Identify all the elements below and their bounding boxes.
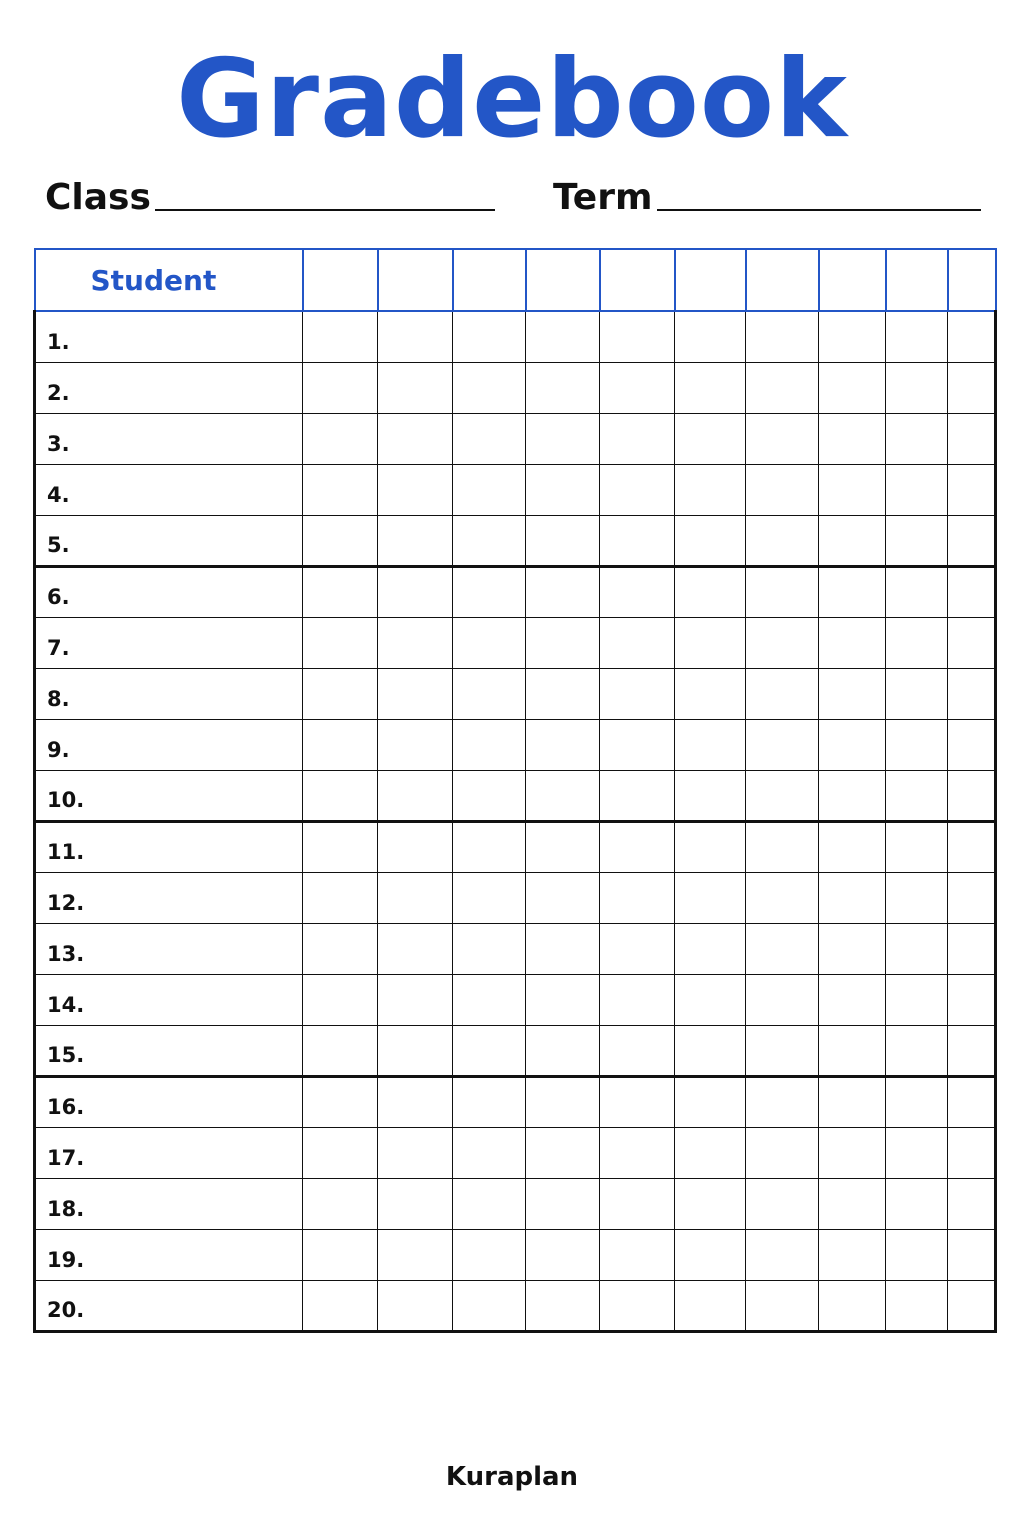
grade-cell[interactable] <box>526 770 600 821</box>
grade-cell[interactable] <box>886 1076 948 1127</box>
grade-cell[interactable] <box>378 566 453 617</box>
grade-cell[interactable] <box>303 1280 378 1331</box>
grade-cell[interactable] <box>746 1178 819 1229</box>
student-name-cell[interactable]: 5. <box>35 515 303 566</box>
grade-cell[interactable] <box>886 872 948 923</box>
grade-cell[interactable] <box>819 1076 886 1127</box>
grade-cell[interactable] <box>303 974 378 1025</box>
grade-cell[interactable] <box>378 770 453 821</box>
table-row <box>35 668 996 719</box>
table-row <box>35 923 996 974</box>
grade-cell[interactable] <box>819 617 886 668</box>
grade-cell[interactable] <box>675 311 746 362</box>
grade-cell[interactable] <box>886 1178 948 1229</box>
grade-cell[interactable] <box>948 1178 996 1229</box>
grade-column-header[interactable] <box>526 249 600 311</box>
grade-cell[interactable] <box>675 923 746 974</box>
grade-cell[interactable] <box>303 362 378 413</box>
header-row <box>35 249 996 311</box>
grade-cell[interactable] <box>303 821 378 872</box>
grade-cell[interactable] <box>746 821 819 872</box>
grade-cell[interactable] <box>948 923 996 974</box>
student-name-cell[interactable]: 10. <box>35 770 303 821</box>
grade-cell[interactable] <box>303 1178 378 1229</box>
table-row <box>35 719 996 770</box>
grade-cell[interactable] <box>819 413 886 464</box>
grade-cell[interactable] <box>948 413 996 464</box>
grade-cell[interactable] <box>453 515 526 566</box>
table-row <box>35 1229 996 1280</box>
grade-cell[interactable] <box>378 413 453 464</box>
grade-cell[interactable] <box>303 719 378 770</box>
grade-cell[interactable] <box>600 311 675 362</box>
grade-cell[interactable] <box>303 1229 378 1280</box>
grade-cell[interactable] <box>303 872 378 923</box>
grade-cell[interactable] <box>675 1229 746 1280</box>
student-name-cell[interactable]: 17. <box>35 1127 303 1178</box>
student-name-cell[interactable]: 2. <box>35 362 303 413</box>
grade-cell[interactable] <box>675 974 746 1025</box>
grade-cell[interactable] <box>600 1229 675 1280</box>
grade-cell[interactable] <box>453 1229 526 1280</box>
table-row <box>35 770 996 821</box>
grade-cell[interactable] <box>600 668 675 719</box>
grade-cell[interactable] <box>378 464 453 515</box>
grade-cell[interactable] <box>886 311 948 362</box>
grade-cell[interactable] <box>453 770 526 821</box>
grade-cell[interactable] <box>746 923 819 974</box>
grade-cell[interactable] <box>675 515 746 566</box>
grade-cell[interactable] <box>303 515 378 566</box>
grade-cell[interactable] <box>600 413 675 464</box>
grade-cell[interactable] <box>948 515 996 566</box>
grade-cell[interactable] <box>378 923 453 974</box>
grade-cell[interactable] <box>526 413 600 464</box>
grade-cell[interactable] <box>526 1229 600 1280</box>
grade-cell[interactable] <box>746 668 819 719</box>
grade-cell[interactable] <box>378 1178 453 1229</box>
grade-cell[interactable] <box>746 617 819 668</box>
grade-cell[interactable] <box>819 668 886 719</box>
grade-cell[interactable] <box>600 1127 675 1178</box>
grade-cell[interactable] <box>600 515 675 566</box>
grade-cell[interactable] <box>453 311 526 362</box>
grade-cell[interactable] <box>746 1025 819 1076</box>
grade-cell[interactable] <box>948 566 996 617</box>
grade-cell[interactable] <box>453 974 526 1025</box>
grade-cell[interactable] <box>303 668 378 719</box>
grade-cell[interactable] <box>746 464 819 515</box>
grade-column-header[interactable] <box>378 249 453 311</box>
grade-cell[interactable] <box>453 617 526 668</box>
grade-cell[interactable] <box>600 923 675 974</box>
grade-cell[interactable] <box>453 668 526 719</box>
grade-cell[interactable] <box>819 1280 886 1331</box>
grade-cell[interactable] <box>746 413 819 464</box>
grade-cell[interactable] <box>675 1025 746 1076</box>
table-row <box>35 1178 996 1229</box>
table-row <box>35 1127 996 1178</box>
grade-cell[interactable] <box>819 821 886 872</box>
grade-cell[interactable] <box>526 311 600 362</box>
table-row <box>35 566 996 617</box>
grade-cell[interactable] <box>600 464 675 515</box>
grade-cell[interactable] <box>675 362 746 413</box>
student-name-cell[interactable]: 9. <box>35 719 303 770</box>
grade-cell[interactable] <box>526 668 600 719</box>
grade-cell[interactable] <box>886 1280 948 1331</box>
grade-cell[interactable] <box>378 1025 453 1076</box>
grade-cell[interactable] <box>948 1229 996 1280</box>
grade-cell[interactable] <box>675 821 746 872</box>
grade-cell[interactable] <box>526 464 600 515</box>
grade-cell[interactable] <box>886 719 948 770</box>
term-label: Term <box>553 177 653 218</box>
grade-cell[interactable] <box>675 464 746 515</box>
grade-cell[interactable] <box>303 311 378 362</box>
grade-cell[interactable] <box>819 362 886 413</box>
grade-cell[interactable] <box>378 872 453 923</box>
grade-cell[interactable] <box>378 1127 453 1178</box>
grade-cell[interactable] <box>746 770 819 821</box>
table-row <box>35 464 996 515</box>
grade-cell[interactable] <box>303 923 378 974</box>
grade-cell[interactable] <box>526 1025 600 1076</box>
grade-cell[interactable] <box>526 974 600 1025</box>
grade-cell[interactable] <box>303 1127 378 1178</box>
grade-cell[interactable] <box>453 1127 526 1178</box>
grade-cell[interactable] <box>675 1178 746 1229</box>
grade-cell[interactable] <box>453 1025 526 1076</box>
table-row <box>35 617 996 668</box>
grade-cell[interactable] <box>746 1076 819 1127</box>
grade-cell[interactable] <box>453 872 526 923</box>
grade-cell[interactable] <box>303 464 378 515</box>
grade-column-header[interactable] <box>303 249 378 311</box>
table-row <box>35 1280 996 1331</box>
grade-column-header[interactable] <box>886 249 948 311</box>
grade-cell[interactable] <box>526 719 600 770</box>
grade-cell[interactable] <box>600 974 675 1025</box>
grade-cell[interactable] <box>453 821 526 872</box>
grade-column-header[interactable] <box>600 249 675 311</box>
grade-cell[interactable] <box>948 821 996 872</box>
grade-column-header[interactable] <box>675 249 746 311</box>
grade-cell[interactable] <box>948 617 996 668</box>
grade-cell[interactable] <box>453 464 526 515</box>
student-column-header: Student <box>35 249 303 311</box>
grade-cell[interactable] <box>675 617 746 668</box>
term-field[interactable] <box>657 209 981 211</box>
grade-cell[interactable] <box>675 719 746 770</box>
grade-cell[interactable] <box>453 1178 526 1229</box>
grade-cell[interactable] <box>675 770 746 821</box>
class-field[interactable] <box>155 209 495 211</box>
student-name-cell[interactable]: 7. <box>35 617 303 668</box>
student-name-cell[interactable]: 20. <box>35 1280 303 1331</box>
grade-cell[interactable] <box>378 362 453 413</box>
grade-cell[interactable] <box>303 1076 378 1127</box>
table-row <box>35 872 996 923</box>
grade-cell[interactable] <box>600 719 675 770</box>
grade-cell[interactable] <box>675 566 746 617</box>
grade-cell[interactable] <box>378 821 453 872</box>
table-row <box>35 413 996 464</box>
grade-cell[interactable] <box>886 923 948 974</box>
grade-cell[interactable] <box>819 770 886 821</box>
grade-cell[interactable] <box>746 362 819 413</box>
grade-cell[interactable] <box>819 974 886 1025</box>
grade-cell[interactable] <box>378 974 453 1025</box>
grade-cell[interactable] <box>378 1280 453 1331</box>
grade-cell[interactable] <box>526 923 600 974</box>
grade-cell[interactable] <box>675 668 746 719</box>
grade-cell[interactable] <box>819 566 886 617</box>
grade-cell[interactable] <box>948 872 996 923</box>
grade-cell[interactable] <box>746 566 819 617</box>
grade-cell[interactable] <box>886 1025 948 1076</box>
student-name-cell[interactable]: 6. <box>35 566 303 617</box>
table-row <box>35 362 996 413</box>
table-row <box>35 1025 996 1076</box>
student-name-cell[interactable]: 18. <box>35 1178 303 1229</box>
grade-cell[interactable] <box>819 1229 886 1280</box>
grade-cell[interactable] <box>675 872 746 923</box>
grade-cell[interactable] <box>526 1076 600 1127</box>
grade-cell[interactable] <box>600 872 675 923</box>
grade-column-header[interactable] <box>746 249 819 311</box>
grade-cell[interactable] <box>746 515 819 566</box>
grade-cell[interactable] <box>526 362 600 413</box>
student-name-cell[interactable]: 15. <box>35 1025 303 1076</box>
grade-cell[interactable] <box>378 311 453 362</box>
grade-cell[interactable] <box>948 464 996 515</box>
grade-cell[interactable] <box>746 1229 819 1280</box>
grade-cell[interactable] <box>948 311 996 362</box>
grade-cell[interactable] <box>886 566 948 617</box>
grade-cell[interactable] <box>600 1076 675 1127</box>
grade-cell[interactable] <box>886 770 948 821</box>
grade-cell[interactable] <box>378 719 453 770</box>
grade-cell[interactable] <box>948 1025 996 1076</box>
grade-cell[interactable] <box>819 1178 886 1229</box>
grade-cell[interactable] <box>600 1178 675 1229</box>
grade-cell[interactable] <box>453 923 526 974</box>
grade-cell[interactable] <box>886 974 948 1025</box>
grade-cell[interactable] <box>819 872 886 923</box>
grade-cell[interactable] <box>886 668 948 719</box>
grade-cell[interactable] <box>303 770 378 821</box>
grade-cell[interactable] <box>378 617 453 668</box>
footer-brand: Kuraplan <box>445 1462 579 1492</box>
grade-cell[interactable] <box>948 770 996 821</box>
grade-cell[interactable] <box>303 566 378 617</box>
grade-cell[interactable] <box>886 1127 948 1178</box>
grade-cell[interactable] <box>303 617 378 668</box>
grade-cell[interactable] <box>746 719 819 770</box>
grade-cell[interactable] <box>600 1025 675 1076</box>
grade-cell[interactable] <box>746 872 819 923</box>
grade-cell[interactable] <box>886 1229 948 1280</box>
student-name-cell[interactable]: 1. <box>35 311 303 362</box>
grade-cell[interactable] <box>526 872 600 923</box>
grade-cell[interactable] <box>453 362 526 413</box>
page-title: Gradebook <box>176 37 848 162</box>
grade-column-header[interactable] <box>453 249 526 311</box>
student-name-cell[interactable]: 3. <box>35 413 303 464</box>
grade-cell[interactable] <box>886 362 948 413</box>
table-row <box>35 311 996 362</box>
student-name-cell[interactable]: 16. <box>35 1076 303 1127</box>
gradebook-table <box>33 248 997 1333</box>
grade-cell[interactable] <box>886 617 948 668</box>
grade-cell[interactable] <box>948 974 996 1025</box>
grade-cell[interactable] <box>675 413 746 464</box>
grade-cell[interactable] <box>819 515 886 566</box>
grade-column-header[interactable] <box>948 249 996 311</box>
student-name-cell[interactable]: 12. <box>35 872 303 923</box>
grade-cell[interactable] <box>746 974 819 1025</box>
grade-cell[interactable] <box>600 362 675 413</box>
grade-cell[interactable] <box>378 668 453 719</box>
grade-cell[interactable] <box>600 821 675 872</box>
table-row <box>35 1076 996 1127</box>
grade-cell[interactable] <box>378 1229 453 1280</box>
grade-cell[interactable] <box>675 1280 746 1331</box>
grade-cell[interactable] <box>819 464 886 515</box>
table-row <box>35 821 996 872</box>
class-label: Class <box>45 177 151 218</box>
table-row <box>35 974 996 1025</box>
grade-column-header[interactable] <box>819 249 886 311</box>
grade-cell[interactable] <box>948 362 996 413</box>
grade-cell[interactable] <box>303 1025 378 1076</box>
grade-cell[interactable] <box>600 1280 675 1331</box>
student-name-cell[interactable]: 13. <box>35 923 303 974</box>
grade-cell[interactable] <box>526 1178 600 1229</box>
grade-cell[interactable] <box>526 515 600 566</box>
grade-cell[interactable] <box>886 413 948 464</box>
grade-cell[interactable] <box>948 1127 996 1178</box>
student-name-cell[interactable]: 19. <box>35 1229 303 1280</box>
grade-cell[interactable] <box>453 413 526 464</box>
grade-cell[interactable] <box>948 1280 996 1331</box>
grade-cell[interactable] <box>453 566 526 617</box>
table-row <box>35 515 996 566</box>
grade-cell[interactable] <box>303 413 378 464</box>
student-name-cell[interactable]: 11. <box>35 821 303 872</box>
grade-cell[interactable] <box>378 515 453 566</box>
grade-cell[interactable] <box>526 821 600 872</box>
student-name-cell[interactable]: 4. <box>35 464 303 515</box>
grade-cell[interactable] <box>526 1280 600 1331</box>
grade-cell[interactable] <box>886 464 948 515</box>
grade-cell[interactable] <box>886 821 948 872</box>
grade-cell[interactable] <box>819 719 886 770</box>
grade-cell[interactable] <box>526 566 600 617</box>
grade-cell[interactable] <box>746 1127 819 1178</box>
grade-cell[interactable] <box>819 923 886 974</box>
grade-cell[interactable] <box>600 566 675 617</box>
grade-cell[interactable] <box>819 311 886 362</box>
grade-cell[interactable] <box>746 1280 819 1331</box>
student-name-cell[interactable]: 8. <box>35 668 303 719</box>
student-name-cell[interactable]: 14. <box>35 974 303 1025</box>
grade-cell[interactable] <box>948 668 996 719</box>
grade-cell[interactable] <box>886 515 948 566</box>
grade-cell[interactable] <box>948 719 996 770</box>
grade-cell[interactable] <box>819 1025 886 1076</box>
grade-cell[interactable] <box>600 617 675 668</box>
grade-cell[interactable] <box>675 1127 746 1178</box>
grade-cell[interactable] <box>378 1076 453 1127</box>
grade-cell[interactable] <box>675 1076 746 1127</box>
grade-cell[interactable] <box>453 719 526 770</box>
grade-cell[interactable] <box>526 617 600 668</box>
grade-cell[interactable] <box>526 1127 600 1178</box>
grade-cell[interactable] <box>948 1076 996 1127</box>
grade-cell[interactable] <box>453 1280 526 1331</box>
grade-cell[interactable] <box>819 1127 886 1178</box>
grade-cell[interactable] <box>746 311 819 362</box>
grade-cell[interactable] <box>453 1076 526 1127</box>
grade-cell[interactable] <box>600 770 675 821</box>
